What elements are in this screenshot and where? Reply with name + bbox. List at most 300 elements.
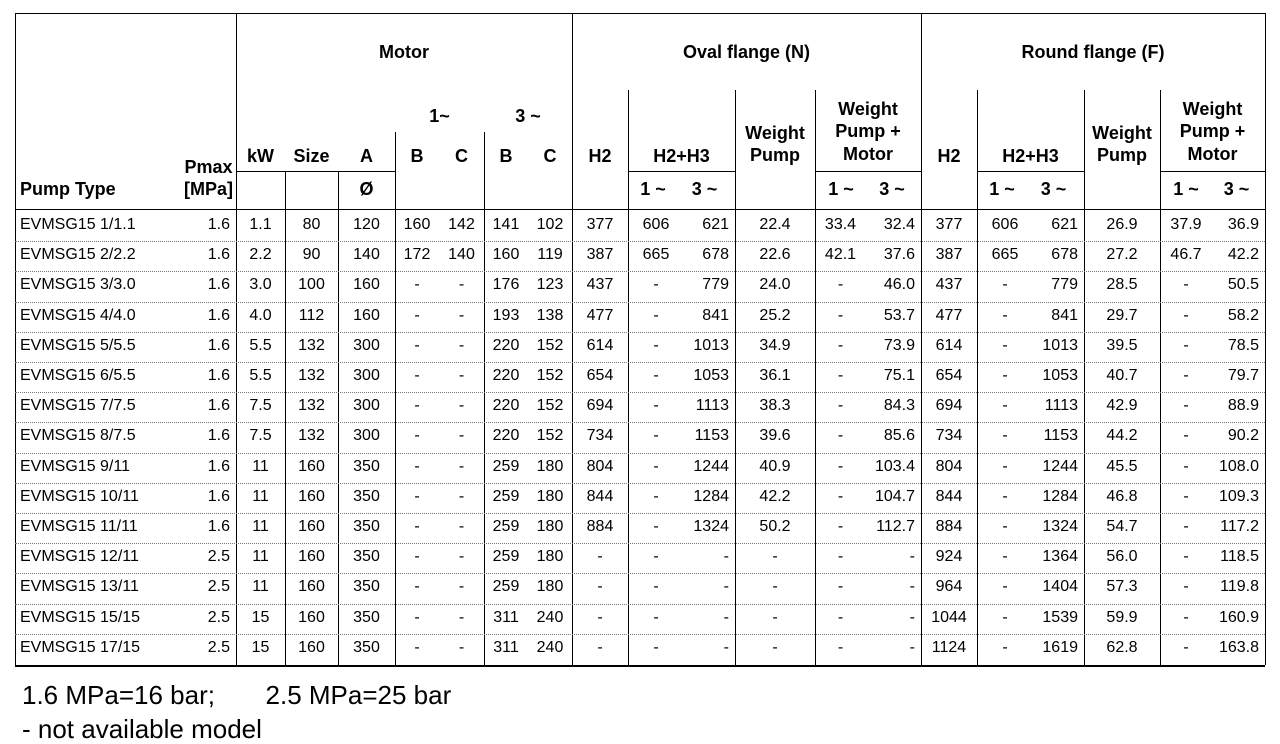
table-cell: 1539: [1042, 609, 1078, 626]
table-cell: 804: [586, 458, 614, 475]
table-cell: -: [458, 458, 465, 475]
table-cell: -: [458, 639, 465, 656]
table-cell: -: [909, 609, 915, 626]
table-cell: 119: [537, 246, 563, 263]
table-cell: 62.8: [1106, 639, 1138, 656]
table-cell: 300: [353, 397, 380, 414]
table-cell: -: [1183, 458, 1189, 475]
table-cell: -: [414, 307, 420, 324]
table-cell: 350: [353, 578, 380, 595]
pump-type-cell: EVMSG15 5/5.5: [20, 337, 136, 354]
table-cell: 1404: [1042, 578, 1078, 595]
table-cell: 1113: [695, 397, 729, 414]
table-cell: 160: [298, 639, 325, 656]
table-cell: 163.8: [1218, 639, 1259, 656]
header-round-flange: Round flange (F): [1021, 42, 1165, 62]
row-separator: [15, 362, 1265, 363]
table-cell: 42.2: [1227, 246, 1259, 263]
table-cell: -: [772, 548, 778, 565]
table-cell: 350: [353, 518, 380, 535]
row-separator: [15, 483, 1265, 484]
table-cell: 80: [302, 216, 321, 233]
table-cell: -: [837, 427, 844, 444]
table-cell: 56.0: [1106, 548, 1138, 565]
table-cell: 180: [536, 458, 564, 475]
table-cell: 118.5: [1220, 548, 1259, 565]
table-cell: 100: [298, 276, 325, 293]
table-cell: -: [653, 578, 659, 595]
table-cell: -: [1002, 488, 1008, 505]
header-pmax: Pmax: [184, 157, 233, 177]
table-cell: 53.7: [883, 307, 915, 324]
header-a-diameter: Ø: [359, 179, 374, 199]
header-wpm-3ph-oval: 3 ~: [879, 179, 905, 199]
table-cell: 123: [536, 276, 564, 293]
table-cell: -: [414, 548, 420, 565]
table-border-top: [15, 13, 1265, 14]
table-cell: 112.7: [876, 518, 915, 535]
table-cell: -: [653, 458, 659, 475]
table-cell: 33.4: [824, 216, 857, 233]
table-cell: 180: [536, 488, 564, 505]
table-cell: -: [1002, 276, 1008, 293]
table-cell: 132: [298, 337, 325, 354]
grid-line-horizontal: [977, 171, 1084, 172]
table-cell: 112: [298, 307, 325, 324]
table-cell: 32.4: [883, 216, 915, 233]
table-cell: 160: [353, 307, 380, 324]
table-cell: -: [723, 639, 729, 656]
table-cell: -: [653, 427, 659, 444]
pump-type-cell: EVMSG15 3/3.0: [20, 276, 136, 293]
table-cell: 377: [935, 216, 963, 233]
table-cell: 220: [492, 367, 520, 384]
header-h2h3-1ph-round: 1 ~: [989, 179, 1015, 199]
table-cell: 1124: [931, 639, 967, 656]
table-cell: -: [1002, 518, 1008, 535]
table-cell: 7.5: [249, 397, 272, 414]
table-cell: -: [1002, 337, 1008, 354]
table-cell: 220: [492, 397, 520, 414]
table-cell: -: [1183, 337, 1189, 354]
table-cell: 160: [492, 246, 520, 263]
header-weight-pump-motor-oval-l2: Pump +: [835, 121, 901, 141]
header-weight-pump-motor-oval-l3: Motor: [843, 144, 893, 164]
table-cell: -: [837, 397, 844, 414]
table-cell: 5.5: [249, 367, 272, 384]
table-cell: 1244: [693, 458, 729, 475]
table-cell: 311: [493, 609, 519, 626]
table-cell: 39.5: [1106, 337, 1138, 354]
table-cell: -: [1002, 609, 1008, 626]
table-cell: -: [772, 639, 778, 656]
table-cell: -: [414, 518, 420, 535]
table-cell: 300: [353, 337, 380, 354]
header-h2h3-3ph-round: 3 ~: [1040, 179, 1067, 199]
header-weight-pump-round: Weight: [1092, 123, 1152, 143]
table-cell: 884: [586, 518, 614, 535]
table-cell: 36.9: [1227, 216, 1259, 233]
table-cell: -: [414, 578, 420, 595]
table-cell: 90: [302, 246, 321, 263]
table-cell: 38.3: [759, 397, 791, 414]
table-cell: -: [1002, 578, 1008, 595]
grid-line-horizontal: [815, 171, 921, 172]
header-wpm-1ph-round: 1 ~: [1173, 179, 1199, 199]
table-cell: 42.2: [759, 488, 791, 505]
table-cell: 28.5: [1106, 276, 1138, 293]
table-cell: -: [414, 337, 420, 354]
table-cell: 85.6: [883, 427, 915, 444]
table-cell: -: [414, 458, 420, 475]
table-cell: 1.6: [207, 488, 230, 505]
header-h2h3-oval: H2+H3: [653, 146, 710, 166]
row-separator: [15, 241, 1265, 242]
table-cell: 109.3: [1218, 488, 1259, 505]
header-motor: Motor: [379, 42, 429, 62]
table-cell: -: [1002, 458, 1008, 475]
table-cell: 138: [536, 307, 564, 324]
grid-line-horizontal: [236, 171, 395, 172]
table-cell: 75.1: [883, 367, 915, 384]
table-cell: 160: [298, 578, 325, 595]
table-cell: -: [1002, 427, 1008, 444]
table-cell: 5.5: [249, 337, 272, 354]
header-oval-flange: Oval flange (N): [682, 42, 811, 62]
table-cell: -: [1183, 367, 1189, 384]
table-cell: -: [1183, 397, 1189, 414]
row-separator: [15, 422, 1265, 423]
table-cell: 152: [536, 337, 564, 354]
table-cell: 54.7: [1106, 518, 1138, 535]
table-cell: 387: [586, 246, 614, 263]
table-cell: 350: [353, 548, 380, 565]
pump-type-cell: EVMSG15 7/7.5: [20, 397, 136, 414]
table-cell: -: [458, 367, 465, 384]
table-cell: 1244: [1042, 458, 1078, 475]
table-cell: -: [723, 548, 729, 565]
table-cell: 654: [935, 367, 963, 384]
table-cell: 437: [935, 276, 963, 293]
table-cell: 1053: [1042, 367, 1078, 384]
pump-type-cell: EVMSG15 9/11: [20, 458, 130, 475]
table-cell: -: [414, 609, 420, 626]
grid-line-horizontal: [628, 171, 735, 172]
header-a: A: [360, 146, 373, 166]
header-pmax-unit: [MPa]: [184, 179, 233, 199]
row-separator: [15, 604, 1265, 605]
table-cell: -: [597, 548, 603, 565]
header-b-3ph: B: [499, 146, 513, 166]
table-cell: 678: [1051, 246, 1078, 263]
pump-type-cell: EVMSG15 10/11: [20, 488, 139, 505]
table-cell: -: [837, 548, 844, 565]
table-cell: 90.2: [1227, 427, 1259, 444]
table-cell: 37.9: [1170, 216, 1202, 233]
table-cell: -: [597, 609, 603, 626]
table-cell: 220: [492, 427, 520, 444]
header-weight-pump-oval: Weight: [745, 123, 805, 143]
table-cell: -: [723, 609, 729, 626]
table-cell: -: [1183, 276, 1189, 293]
table-cell: 2.5: [207, 578, 230, 595]
row-separator: [15, 513, 1265, 514]
table-cell: 844: [935, 488, 963, 505]
table-cell: 694: [935, 397, 963, 414]
table-cell: 160: [298, 548, 325, 565]
table-cell: 132: [298, 427, 325, 444]
table-cell: -: [458, 276, 465, 293]
table-border-left: [15, 13, 16, 665]
table-cell: -: [1002, 397, 1008, 414]
table-cell: -: [1183, 488, 1189, 505]
table-cell: -: [653, 337, 659, 354]
table-cell: 50.5: [1227, 276, 1259, 293]
table-cell: 15: [251, 609, 270, 626]
table-cell: 884: [935, 518, 963, 535]
table-cell: 220: [492, 337, 520, 354]
table-cell: 350: [353, 458, 380, 475]
table-border-right: [1265, 13, 1266, 665]
table-cell: -: [772, 578, 778, 595]
table-cell: 102: [536, 216, 564, 233]
table-cell: -: [1183, 578, 1189, 595]
header-h2-round: H2: [937, 146, 961, 166]
pump-type-cell: EVMSG15 8/7.5: [20, 427, 136, 444]
header-h2h3-3ph-oval: 3 ~: [691, 179, 718, 199]
header-weight-pump-round-l2: Pump: [1096, 145, 1147, 165]
table-cell: 477: [935, 307, 963, 324]
table-cell: 57.3: [1106, 578, 1138, 595]
table-cell: -: [837, 307, 844, 324]
table-cell: 734: [586, 427, 614, 444]
table-cell: 779: [1051, 276, 1078, 293]
table-cell: 665: [642, 246, 670, 263]
header-size: Size: [293, 146, 330, 166]
row-separator: [15, 634, 1265, 635]
header-motor-three-phase: 3 ~: [515, 106, 541, 126]
pump-type-cell: EVMSG15 12/11: [20, 548, 139, 565]
table-cell: 160: [298, 458, 325, 475]
header-weight-pump-motor-round: Weight: [1182, 99, 1243, 119]
table-cell: 29.7: [1106, 307, 1138, 324]
table-cell: 665: [991, 246, 1019, 263]
table-cell: 78.5: [1227, 337, 1259, 354]
table-cell: 160: [298, 609, 325, 626]
pump-type-cell: EVMSG15 17/15: [20, 639, 141, 656]
header-motor-single-phase: 1~: [429, 106, 450, 126]
table-cell: -: [909, 548, 915, 565]
table-cell: 132: [298, 397, 325, 414]
table-cell: -: [653, 307, 659, 324]
table-cell: 1324: [693, 518, 729, 535]
table-cell: 193: [492, 307, 520, 324]
table-cell: 477: [586, 307, 614, 324]
table-cell: 73.9: [883, 337, 915, 354]
table-cell: -: [1183, 548, 1189, 565]
table-cell: 694: [586, 397, 614, 414]
table-cell: 259: [492, 578, 520, 595]
table-cell: 1.6: [207, 427, 230, 444]
table-cell: 240: [536, 609, 564, 626]
note-pressure-conversion: 1.6 MPa=16 bar; 2.5 MPa=25 bar: [22, 680, 452, 710]
table-cell: 36.1: [759, 367, 791, 384]
table-cell: 1.6: [207, 337, 230, 354]
table-cell: 1113: [1044, 397, 1078, 414]
header-h2-oval: H2: [588, 146, 612, 166]
table-cell: -: [1183, 307, 1189, 324]
table-cell: -: [837, 518, 844, 535]
table-cell: 160: [298, 488, 325, 505]
table-cell: 160.9: [1218, 609, 1259, 626]
table-cell: 387: [935, 246, 963, 263]
table-cell: 1.6: [207, 307, 230, 324]
table-cell: -: [837, 488, 844, 505]
table-cell: -: [458, 518, 465, 535]
table-cell: -: [597, 578, 603, 595]
table-cell: 1.6: [207, 518, 230, 535]
table-cell: 621: [1051, 216, 1078, 233]
table-cell: 42.9: [1106, 397, 1138, 414]
table-cell: -: [909, 639, 915, 656]
header-h2h3-round: H2+H3: [1002, 146, 1059, 166]
table-cell: 437: [586, 276, 614, 293]
table-cell: -: [653, 276, 659, 293]
header-weight-pump-oval-l2: Pump: [749, 145, 800, 165]
table-cell: -: [837, 609, 844, 626]
table-cell: 1153: [1043, 427, 1078, 444]
table-cell: 734: [935, 427, 963, 444]
table-cell: 180: [536, 578, 564, 595]
header-weight-pump-motor-oval: Weight: [838, 99, 898, 119]
table-cell: 11: [252, 458, 269, 475]
header-h2h3-1ph-oval: 1 ~: [640, 179, 666, 199]
table-cell: 654: [586, 367, 614, 384]
table-cell: 119.8: [1220, 578, 1259, 595]
table-cell: 841: [702, 307, 729, 324]
table-cell: -: [458, 397, 465, 414]
table-cell: 1364: [1042, 548, 1078, 565]
table-cell: -: [653, 639, 659, 656]
table-cell: -: [1002, 367, 1008, 384]
table-cell: -: [653, 609, 659, 626]
table-cell: -: [772, 609, 778, 626]
table-cell: 841: [1051, 307, 1078, 324]
table-cell: 614: [586, 337, 614, 354]
table-cell: 140: [353, 246, 380, 263]
table-cell: 22.6: [759, 246, 791, 263]
table-cell: -: [837, 578, 844, 595]
table-cell: -: [458, 488, 465, 505]
table-cell: -: [653, 548, 659, 565]
table-cell: -: [458, 609, 465, 626]
table-cell: 25.2: [759, 307, 791, 324]
table-cell: 141: [492, 216, 520, 233]
table-cell: 11: [252, 548, 269, 565]
table-cell: 311: [493, 639, 519, 656]
table-cell: -: [1002, 548, 1008, 565]
table-cell: 160: [298, 518, 325, 535]
table-cell: 46.0: [883, 276, 915, 293]
table-cell: 120: [353, 216, 380, 233]
table-cell: -: [723, 578, 729, 595]
table-cell: 924: [935, 548, 963, 565]
table-cell: 27.2: [1106, 246, 1138, 263]
table-cell: 1.6: [207, 367, 230, 384]
header-bottom-border: [15, 209, 1265, 210]
table-cell: -: [414, 639, 420, 656]
header-wpm-1ph-oval: 1 ~: [828, 179, 854, 199]
table-cell: -: [458, 548, 465, 565]
table-cell: -: [414, 427, 420, 444]
table-cell: 84.3: [883, 397, 915, 414]
table-cell: -: [837, 337, 844, 354]
table-cell: 1324: [1042, 518, 1078, 535]
header-kw: kW: [247, 146, 274, 166]
pump-type-cell: EVMSG15 1/1.1: [20, 216, 136, 233]
table-cell: 152: [536, 427, 564, 444]
pump-type-cell: EVMSG15 11/11: [20, 518, 138, 535]
header-weight-pump-motor-round-l3: Motor: [1187, 144, 1238, 164]
table-border-bottom: [15, 665, 1265, 667]
table-cell: 37.6: [883, 246, 915, 263]
table-cell: 22.4: [759, 216, 791, 233]
table-cell: 1619: [1042, 639, 1078, 656]
table-cell: 1044: [931, 609, 967, 626]
table-cell: 377: [586, 216, 614, 233]
table-cell: -: [1183, 427, 1189, 444]
table-cell: -: [837, 458, 844, 475]
table-cell: 350: [353, 488, 380, 505]
row-separator: [15, 332, 1265, 333]
table-cell: 15: [251, 639, 270, 656]
table-cell: 1.6: [207, 276, 230, 293]
table-cell: 259: [492, 488, 520, 505]
table-cell: 300: [353, 367, 380, 384]
table-cell: -: [414, 276, 420, 293]
header-weight-pump-motor-round-l2: Pump +: [1179, 121, 1246, 141]
table-cell: 804: [935, 458, 963, 475]
pump-type-cell: EVMSG15 2/2.2: [20, 246, 136, 263]
table-cell: 88.9: [1227, 397, 1259, 414]
table-cell: 779: [702, 276, 729, 293]
table-cell: 259: [492, 548, 520, 565]
table-cell: 2.5: [207, 639, 230, 656]
table-cell: 1284: [1042, 488, 1078, 505]
table-cell: 300: [353, 427, 380, 444]
pump-type-cell: EVMSG15 13/11: [20, 578, 139, 595]
table-cell: 26.9: [1106, 216, 1138, 233]
table-cell: 44.2: [1106, 427, 1138, 444]
table-cell: 2.5: [207, 609, 230, 626]
table-cell: 350: [353, 639, 380, 656]
table-cell: 1013: [1042, 337, 1078, 354]
table-cell: -: [414, 397, 420, 414]
table-cell: 2.5: [207, 548, 230, 565]
table-cell: 1.6: [207, 397, 230, 414]
table-cell: -: [414, 488, 420, 505]
table-cell: 46.7: [1170, 246, 1202, 263]
table-cell: 104.7: [874, 488, 915, 505]
table-cell: 2.2: [249, 246, 272, 263]
table-cell: 1.1: [249, 216, 272, 233]
table-cell: 142: [448, 216, 475, 233]
table-cell: 11: [252, 488, 269, 505]
table-cell: 678: [702, 246, 729, 263]
table-cell: -: [458, 337, 465, 354]
table-cell: 108.0: [1218, 458, 1259, 475]
table-cell: 259: [492, 518, 520, 535]
